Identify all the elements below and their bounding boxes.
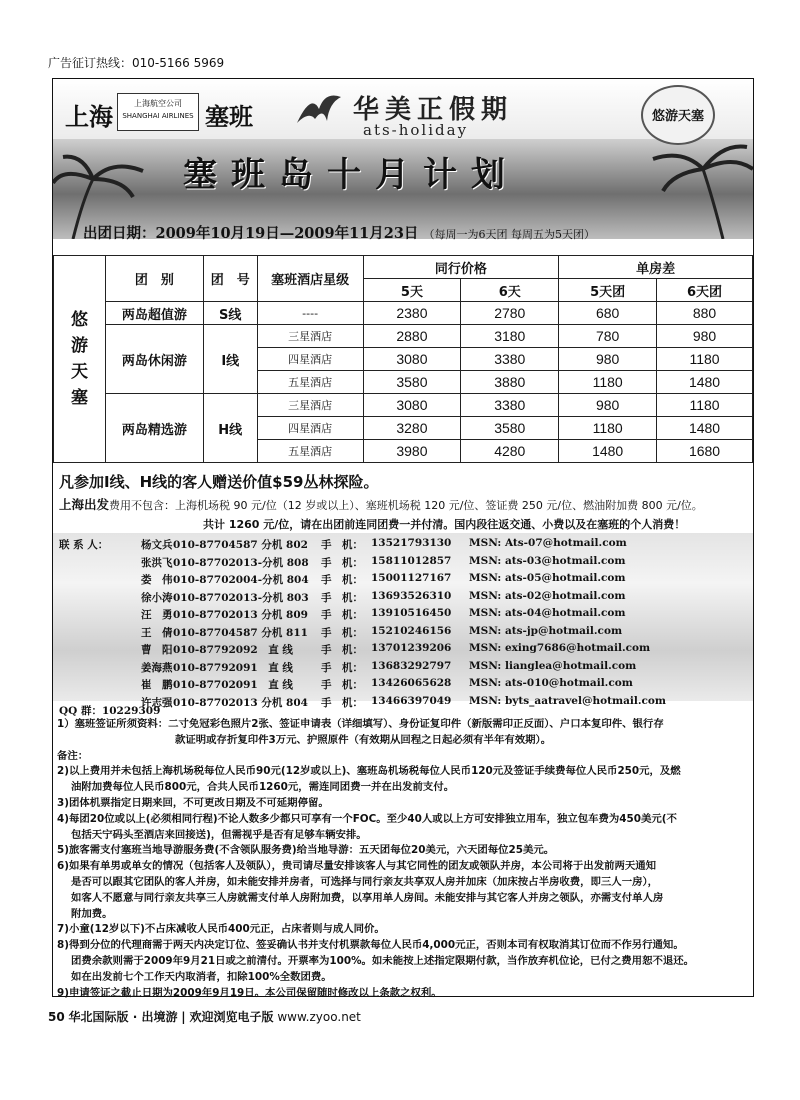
contact-mobile-label: 手 机： [321, 661, 363, 674]
contact-phone: 010-87702013 分机 809 [173, 609, 308, 621]
table-header-row [54, 256, 753, 279]
price-p6: 3380 [461, 394, 559, 417]
contact-mobile: 15811012857 [371, 554, 452, 567]
contact-mobile: 15001127167 [371, 572, 452, 584]
price-p5: 3980 [363, 440, 461, 463]
contact-phone: 010-87792092 直 线 [173, 644, 293, 656]
price-s6: 880 [657, 302, 753, 325]
brand-name-cn: 华美正假期 [353, 95, 514, 125]
brand-seal [641, 85, 715, 145]
contact-mobile: 13693526310 [371, 589, 452, 602]
hotel-star: 五星酒店 [257, 440, 363, 463]
contacts-panel [53, 533, 753, 709]
note-2a: 2)以上费用并未包括上海机场税每位人民币90元(12岁或以上)、塞班岛机场税每位人民币120元及签证手续费每位人民币250元，及燃 [57, 765, 681, 778]
price-p6: 3180 [461, 325, 559, 348]
promo-text: 凡参加I线、H线的客人赠送价值$59丛林探险。 [59, 473, 379, 491]
airline-name: 上海航空公司 [134, 99, 182, 108]
contact-mobile-label: 手 机： [321, 626, 363, 639]
price-s5: 1180 [559, 417, 657, 440]
tour-code: I线 [203, 325, 257, 394]
price-p6: 3380 [461, 348, 559, 371]
fees-detail: 费用不包含：上海机场税 90 元/位（12 岁或以上）、塞班机场税 120 元/位、签证费 250 元/位、燃油附加费 800 元/位。 [109, 499, 703, 512]
contact-name: 汪 勇 [141, 609, 173, 621]
header-d5: 5天 [363, 279, 461, 302]
table-row [54, 302, 753, 325]
side-label-char: 塞 [70, 388, 88, 408]
contact-name: 娄 伟 [141, 574, 173, 586]
header-peer-price: 同行价格 [363, 256, 559, 279]
seal-text: 悠游天塞 [651, 109, 704, 124]
side-label-char: 悠 [70, 310, 88, 330]
contact-mobile-label: 手 机： [321, 679, 363, 691]
contact-mobile-label: 手 机： [321, 644, 363, 656]
qq-group: QQ 群：10229309 [59, 705, 161, 717]
hotel-star: 三星酒店 [257, 325, 363, 348]
price-s5: 980 [559, 348, 657, 371]
price-p5: 2380 [363, 302, 461, 325]
contact-mobile: 13521793130 [371, 537, 452, 549]
contact-name: 崔 鹏 [141, 679, 173, 691]
contact-msn[interactable]: MSN: Ats-07@hotmail.com [469, 537, 627, 549]
price-s6: 1680 [657, 440, 753, 463]
hotel-star: ---- [257, 302, 363, 325]
contact-mobile-label: 手 机： [321, 609, 363, 621]
price-s6: 1180 [657, 348, 753, 371]
header-t6: 6天团 [657, 279, 753, 302]
price-s6: 1480 [657, 371, 753, 394]
price-s5: 1480 [559, 440, 657, 463]
note-2b: 油附加费每位人民币800元，合共人民币1260元，需连同团费一并在出发前支付。 [71, 781, 455, 794]
price-p5: 2880 [363, 325, 461, 348]
header-single-supplement: 单房差 [559, 256, 753, 279]
departure-dates [83, 222, 595, 243]
contact-msn[interactable]: MSN: lianglea@hotmail.com [469, 659, 637, 672]
note-6c: 如客人不愿意与同行亲友共享三人房就需支付单人房附加费，以享用单人房间。未能安排与其它客人并房之领队，亦需支付单人房 [71, 891, 664, 904]
side-label-char: 游 [70, 336, 88, 356]
contact-msn[interactable]: MSN: ats-02@hotmail.com [469, 589, 626, 602]
contact-name: 徐小涛 [141, 591, 173, 604]
price-s5: 1180 [559, 371, 657, 394]
ad-frame [52, 78, 754, 997]
price-p6: 4280 [461, 440, 559, 463]
header-t5: 5天团 [559, 279, 657, 302]
ad-hotline: 广告征订热线：010-5166 5969 [48, 56, 225, 70]
price-s5: 680 [559, 302, 657, 325]
contact-mobile: 13910516450 [371, 607, 452, 619]
note-1a: 1）塞班签证所须资料：二寸免冠彩色照片2张、签证申请表（详细填写）、身份证复印件（新版需印正反面）、户口本复印件、银行存 [57, 718, 664, 730]
side-label-char: 天 [70, 362, 88, 382]
notes-title: 备注： [57, 749, 89, 762]
price-p5: 3080 [363, 394, 461, 417]
tour-code: S线 [203, 302, 257, 325]
brand-name-en: ats-holiday [363, 121, 469, 139]
note-4b: 包括天宁码头至酒店来回接送)，但需视乎是否有足够车辆安排。 [71, 828, 367, 841]
contact-msn[interactable]: MSN: ats-010@hotmail.com [469, 677, 633, 689]
price-p5: 3280 [363, 417, 461, 440]
note-8c: 如在出发前七个工作天内取消者，扣除100%全数团费。 [71, 970, 332, 983]
tour-name: 两岛超值游 [105, 302, 203, 325]
page-footer [48, 1008, 361, 1025]
route-from: 上海 [65, 102, 113, 131]
banner [53, 79, 753, 239]
palm-tree-right-icon [643, 139, 753, 239]
price-table [53, 255, 753, 463]
note-7: 7)小童(12岁以下)不占床减收人民币400元正，占床者则与成人同价。 [57, 923, 385, 936]
contact-name: 王 倩 [141, 626, 173, 639]
airline-logo [117, 93, 199, 131]
table-row [54, 325, 753, 348]
departure-note: （每周一为6天团 每周五为5天团） [423, 228, 595, 241]
contact-msn[interactable]: MSN: ats-jp@hotmail.com [469, 624, 623, 637]
contact-mobile-label: 手 机： [321, 591, 363, 604]
contact-phone: 010-87702013 分机 804 [173, 696, 308, 709]
hotel-star: 四星酒店 [257, 348, 363, 371]
contacts-label: 联 系 人： [59, 539, 109, 551]
footer-section: 华北国际版 · 出境游 [68, 1010, 178, 1024]
contact-phone: 010-87702091 直 线 [173, 679, 293, 691]
note-5: 5)旅客需支付塞班当地导游服务费(不含领队服务费)给当地导游：五天团每位20美元，六天团每位25美元。 [57, 844, 555, 857]
contact-name: 许志强 [141, 696, 173, 709]
route-to: 塞班 [205, 102, 253, 131]
price-p5: 3080 [363, 348, 461, 371]
contact-phone: 010-87702013-分机 803 [173, 591, 309, 604]
price-s6: 980 [657, 325, 753, 348]
contact-mobile-label: 手 机： [321, 574, 363, 586]
header-code: 团 号 [203, 256, 257, 302]
tour-name: 两岛精选游 [105, 394, 203, 463]
price-p5: 3580 [363, 371, 461, 394]
price-s5: 980 [559, 394, 657, 417]
contact-mobile-label: 手 机： [321, 556, 363, 569]
contact-msn[interactable]: MSN: byts_aatravel@hotmail.com [469, 694, 667, 707]
notes-section [57, 717, 749, 1001]
contact-mobile-label: 手 机： [321, 696, 363, 709]
contact-mobile: 15210246156 [371, 624, 452, 637]
contact-mobile: 13466397049 [371, 694, 452, 707]
contact-mobile: 13426065628 [371, 677, 452, 689]
airline-name-en: SHANGHAI AIRLINES [122, 112, 194, 120]
price-s6: 1180 [657, 394, 753, 417]
note-6d: 附加费。 [71, 907, 113, 920]
contact-mobile-label: 手 机： [321, 539, 363, 551]
contact-phone: 010-87702004-分机 804 [173, 574, 309, 586]
contact-mobile: 13683292797 [371, 659, 452, 672]
fees-line-2: 共计 1260 元/位，请在出团前连同团费一并付清。国内段往返交通、小费以及在塞班的个人消费！ [203, 518, 686, 531]
price-s5: 780 [559, 325, 657, 348]
header-hotel: 塞班酒店星级 [257, 256, 363, 302]
header-tour: 团 别 [105, 256, 203, 302]
contact-phone: 010-87704587 分机 811 [173, 626, 308, 639]
header-d6: 6天 [461, 279, 559, 302]
price-p6: 2780 [461, 302, 559, 325]
footer-url[interactable]: www.zyoo.net [277, 1010, 361, 1024]
contact-phone: 010-87702013-分机 808 [173, 556, 309, 569]
note-9: 9)申请签证之截止日期为2009年9月19日。本公司保留随时修改以上条款之权利。 [57, 986, 442, 999]
price-s6: 1480 [657, 417, 753, 440]
contact-name: 曹 阳 [141, 644, 173, 656]
contact-mobile: 13701239206 [371, 642, 452, 654]
page-number: 50 [48, 1010, 65, 1024]
note-4a: 4)每团20位或以上(必须相同行程)不论人数多少都只可享有一个FOC。至少40人或以上方可安排独立用车，独立包车费为450美元(不 [57, 812, 677, 825]
contact-name: 杨文兵 [141, 539, 173, 551]
price-p6: 3580 [461, 417, 559, 440]
hotel-star: 四星酒店 [257, 417, 363, 440]
contact-msn[interactable]: MSN: exing7686@hotmail.com [469, 642, 651, 654]
contact-msn[interactable]: MSN: ats-03@hotmail.com [469, 554, 626, 567]
footer-separator: | [181, 1010, 186, 1024]
page-title: 塞班岛十月计划 [183, 155, 519, 195]
tour-code: H线 [203, 394, 257, 463]
contact-msn[interactable]: MSN: ats-05@hotmail.com [469, 572, 626, 584]
contact-name: 张洪飞 [141, 556, 173, 569]
note-6a: 6)如果有单男或单女的情况（包括客人及领队），贵司请尽量安排该客人与其它同性的团友或领队并房，本公司将于出发前两天通知 [57, 860, 657, 873]
ats-logo-icon [293, 87, 345, 133]
departure-text: 出团日期：2009年10月19日—2009年11月23日 [83, 225, 419, 242]
contact-name: 姜海燕 [141, 661, 173, 674]
fees-line-1 [59, 495, 703, 513]
note-3: 3)团体机票指定日期来回，不可更改日期及不可延期停留。 [57, 796, 329, 809]
contact-msn[interactable]: MSN: ats-04@hotmail.com [469, 607, 626, 619]
hotel-star: 三星酒店 [257, 394, 363, 417]
tour-name: 两岛休闲游 [105, 325, 203, 394]
footer-tagline: 欢迎浏览电子版 [189, 1010, 274, 1024]
hotel-star: 五星酒店 [257, 371, 363, 394]
contact-phone: 010-87704587 分机 802 [173, 539, 308, 551]
note-6b: 是否可以跟其它团队的客人并房，如未能安排并房者，可选择与同行亲友共享双人房并加床（加床按占半房收费，即三人一房）， [71, 875, 659, 888]
price-p6: 3880 [461, 371, 559, 394]
contact-phone: 010-87792091 直 线 [173, 661, 293, 674]
note-8b: 团费余款则需于2009年9月21日或之前清付。开票率为100%。如未能按上述指定限期付款，当作放弃机位论，已付之费用恕不退还。 [71, 954, 695, 967]
note-8a: 8)得到分位的代理商需于两天内决定订位、签妥确认书并支付机票款每位人民币4,000元正，否则本司有权取消其订位而不作另行通知。 [57, 939, 684, 952]
side-label [54, 256, 106, 463]
table-row [54, 394, 753, 417]
fees-label: 上海出发 [59, 497, 110, 512]
note-1b: 款证明或存折复印件3万元、护照原件（有效期从回程之日起必须有半年有效期）。 [175, 733, 552, 746]
